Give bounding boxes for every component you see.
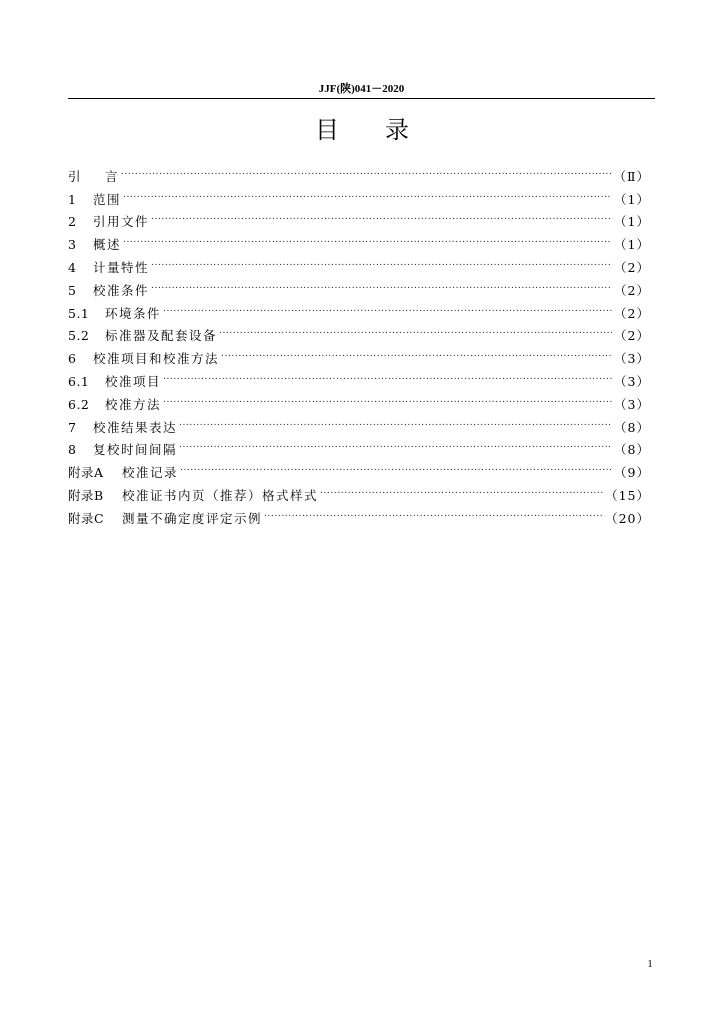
toc-entry-page: （8） [614,419,650,435]
toc-entry-title: 校准证书内页（推荐）格式样式 [122,487,319,503]
toc-entry-title: 校准记录 [122,465,179,481]
toc-entry-intro[interactable] [68,158,650,184]
toc-entry-4[interactable] [68,249,650,275]
toc-entry-1[interactable] [68,181,650,207]
toc-entry-title: 校准项目 [105,373,162,389]
toc-entry-number: 3 [68,237,77,253]
toc-entry-page: （3） [614,396,650,412]
toc-entry-page: （8） [614,442,650,458]
toc-entry-title: 校准条件 [93,282,150,298]
toc-entry-number: 8 [68,442,77,458]
toc-entry-number: 6 [68,351,77,367]
toc-dot-leader [221,340,612,363]
toc-entry-page: （2） [614,328,650,344]
toc-dot-leader [151,249,612,272]
toc-entry-title: 复校时间间隔 [93,442,178,458]
header-rule [68,98,655,99]
toc-dot-leader [163,295,612,318]
toc-entry-page: （1） [614,237,650,253]
toc-entry-3[interactable] [68,226,650,253]
toc-entry-number: 4 [68,259,77,275]
toc-dot-leader [179,432,612,455]
toc-entry-page: （2） [614,305,650,321]
toc-entry-title: 计量特性 [93,259,150,275]
toc-dot-leader [123,226,612,249]
toc-entry-2[interactable] [68,204,650,230]
toc-entry-title: 范围 [93,191,122,207]
toc-entry-page: （9） [614,465,650,481]
toc-dot-leader [163,386,612,409]
toc-entry-page: （3） [614,373,650,389]
toc-entry-5-1[interactable] [68,295,650,321]
toc-entry-page: （15） [605,487,650,503]
toc-entry-number: 7 [68,419,77,435]
toc-entry-page: （2） [614,282,650,298]
toc-dot-leader [179,409,612,432]
toc-entry-page: （Ⅱ） [613,168,650,184]
toc-entry-title: 引用文件 [93,214,150,230]
toc-entry-title: 校准方法 [105,396,162,412]
toc-entry-title: 校准结果表达 [93,419,178,435]
toc-entry-5[interactable] [68,272,650,298]
toc-entry-number: 引 [68,168,82,184]
toc-entry-number: 5.1 [68,305,90,321]
toc-entry-title: 环境条件 [105,305,162,321]
toc-dot-leader [219,318,612,341]
table-of-contents [68,158,650,526]
toc-dot-leader [180,454,612,477]
toc-entry-page: （1） [614,191,650,207]
toc-dot-leader [163,363,612,386]
toc-dot-leader [121,158,611,181]
toc-entry-number: 6.2 [68,396,90,412]
toc-entry-number: 附录B [68,487,104,503]
toc-entry-number: 6.1 [68,373,90,389]
page-number: 1 [647,958,653,970]
toc-entry-title: 校准项目和校准方法 [93,351,220,367]
toc-entry-number: 附录C [68,510,105,526]
toc-dot-leader [151,204,612,227]
toc-dot-leader [151,272,612,295]
toc-dot-leader [264,500,603,523]
toc-dot-leader [320,477,603,500]
toc-entry-page: （20） [605,510,650,526]
toc-title: 目录 [315,116,455,144]
toc-entry-page: （3） [614,351,650,367]
toc-entry-title: 测量不确定度评定示例 [122,510,263,526]
document-code-header: JJF(陕)041－2020 [318,83,405,95]
toc-dot-leader [123,181,612,204]
toc-entry-title: 概述 [93,237,122,253]
toc-entry-page: （2） [614,259,650,275]
toc-entry-number: 2 [68,214,77,230]
toc-entry-number: 5 [68,282,77,298]
toc-entry-page: （1） [614,214,650,230]
toc-entry-title: 标准器及配套设备 [105,328,218,344]
toc-entry-number: 5.2 [68,328,90,344]
toc-entry-number: 1 [68,191,77,207]
toc-entry-number: 附录A [68,465,104,481]
toc-entry-title: 言 [105,168,120,184]
